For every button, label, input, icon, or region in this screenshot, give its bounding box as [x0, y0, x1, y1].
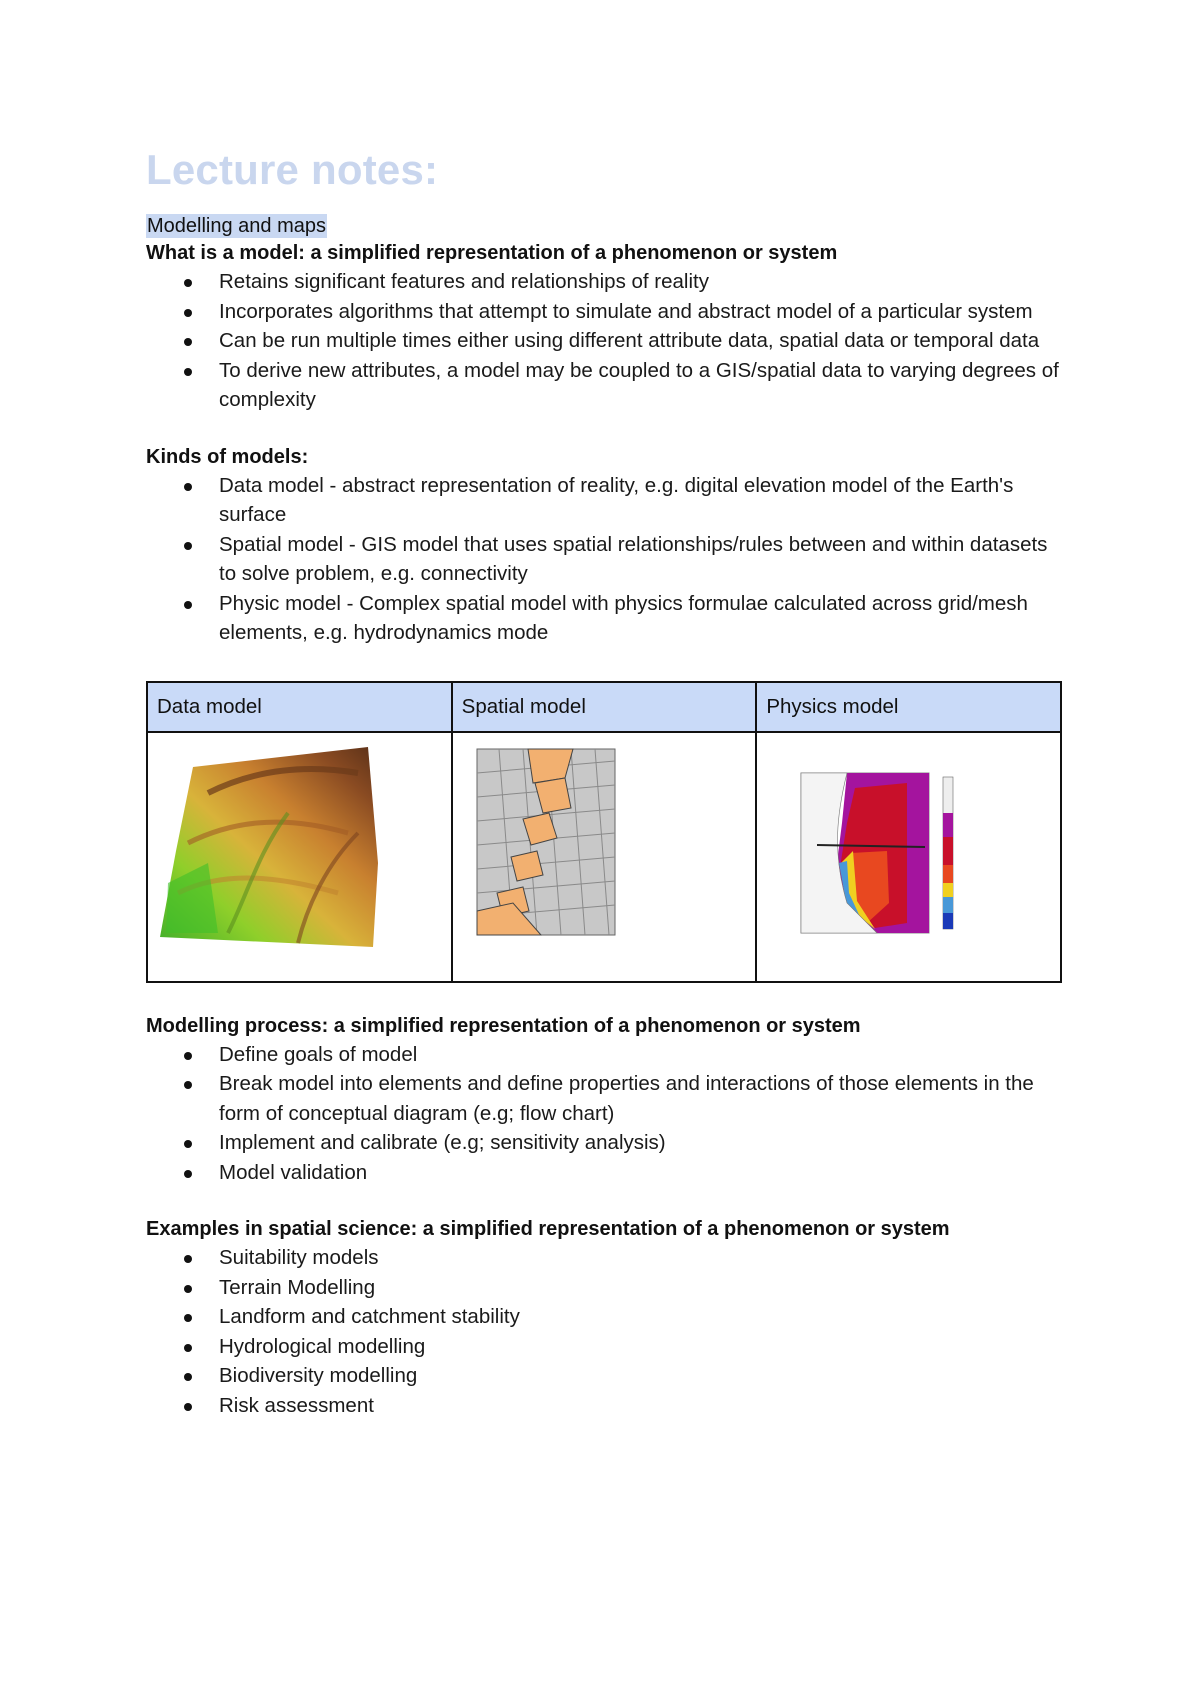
- list-item: Landform and catchment stability: [146, 1302, 1066, 1332]
- section-heading-what-is-model: What is a model: a simplified representation of a phenomenon or system: [146, 242, 838, 265]
- list-item: Retains significant features and relationships of reality: [146, 267, 1066, 297]
- section-heading-examples: Examples in spatial science: a simplified representation of a phenomenon or system: [146, 1218, 950, 1241]
- table-header-physics-model: Physics model: [756, 682, 1061, 732]
- table-header-row: [147, 682, 1061, 732]
- bullet-icon: [184, 1170, 192, 1178]
- bullet-list-what-is-model: [146, 267, 1066, 415]
- list-item: Hydrological modelling: [146, 1332, 1066, 1362]
- bullet-icon: [184, 1403, 192, 1411]
- list-item: Define goals of model: [146, 1040, 1066, 1070]
- highlighted-subtitle: Modelling and maps: [147, 215, 326, 238]
- physics-mesh-image: [757, 733, 1057, 979]
- bullet-icon: [184, 309, 192, 317]
- list-item: Model validation: [146, 1158, 1066, 1188]
- bullet-icon: [184, 542, 192, 550]
- section-heading-modelling-process: Modelling process: a simplified representation of a phenomenon or system: [146, 1014, 861, 1037]
- bullet-list-kinds-of-models: [146, 471, 1066, 648]
- list-item: Implement and calibrate (e.g; sensitivity analysis): [146, 1128, 1066, 1158]
- table-cell-spatial-model-image: [452, 732, 757, 982]
- bullet-icon: [184, 338, 192, 346]
- list-item: Incorporates algorithms that attempt to simulate and abstract model of a particular system: [146, 297, 1066, 327]
- table-cell-data-model-image: [147, 732, 452, 982]
- bullet-list-modelling-process: [146, 1040, 1066, 1188]
- list-item: Can be run multiple times either using different attribute data, spatial data or temporal data: [146, 326, 1066, 356]
- section-heading-kinds-of-models: Kinds of models:: [146, 445, 309, 468]
- list-item: Biodiversity modelling: [146, 1361, 1066, 1391]
- list-item: Spatial model - GIS model that uses spatial relationships/rules between and within datasets to solve problem, e.g. connectivity: [146, 530, 1066, 589]
- bullet-icon: [184, 1140, 192, 1148]
- bullet-icon: [184, 368, 192, 376]
- list-item: To derive new attributes, a model may be coupled to a GIS/spatial data to varying degrees of complexity: [146, 356, 1066, 415]
- page-title: Lecture notes:: [146, 146, 439, 193]
- table-header-spatial-model: Spatial model: [452, 682, 757, 732]
- document-body: [146, 148, 1066, 1420]
- models-table: [146, 681, 1062, 983]
- table-header-data-model: Data model: [147, 682, 452, 732]
- list-item: Risk assessment: [146, 1391, 1066, 1421]
- bullet-icon: [184, 1314, 192, 1322]
- bullet-icon: [184, 601, 192, 609]
- list-item: Break model into elements and define properties and interactions of those elements in the form of conceptual diagram (e.g; flow chart): [146, 1069, 1066, 1128]
- list-item: Data model - abstract representation of reality, e.g. digital elevation model of the Earth's surface: [146, 471, 1066, 530]
- bullet-list-examples: [146, 1243, 1066, 1420]
- terrain-dem-image: [148, 733, 448, 979]
- bullet-icon: [184, 1081, 192, 1089]
- bullet-icon: [184, 1344, 192, 1352]
- table-cell-physics-model-image: [756, 732, 1061, 982]
- bullet-icon: [184, 483, 192, 491]
- spatial-grid-image: [453, 733, 753, 979]
- bullet-icon: [184, 1373, 192, 1381]
- bullet-icon: [184, 279, 192, 287]
- bullet-icon: [184, 1052, 192, 1060]
- bullet-icon: [184, 1285, 192, 1293]
- list-item: Suitability models: [146, 1243, 1066, 1273]
- table-row: [147, 732, 1061, 982]
- list-item: Terrain Modelling: [146, 1273, 1066, 1303]
- list-item: Physic model - Complex spatial model with physics formulae calculated across grid/mesh elements, e.g. hydrodynamics mode: [146, 589, 1066, 648]
- bullet-icon: [184, 1255, 192, 1263]
